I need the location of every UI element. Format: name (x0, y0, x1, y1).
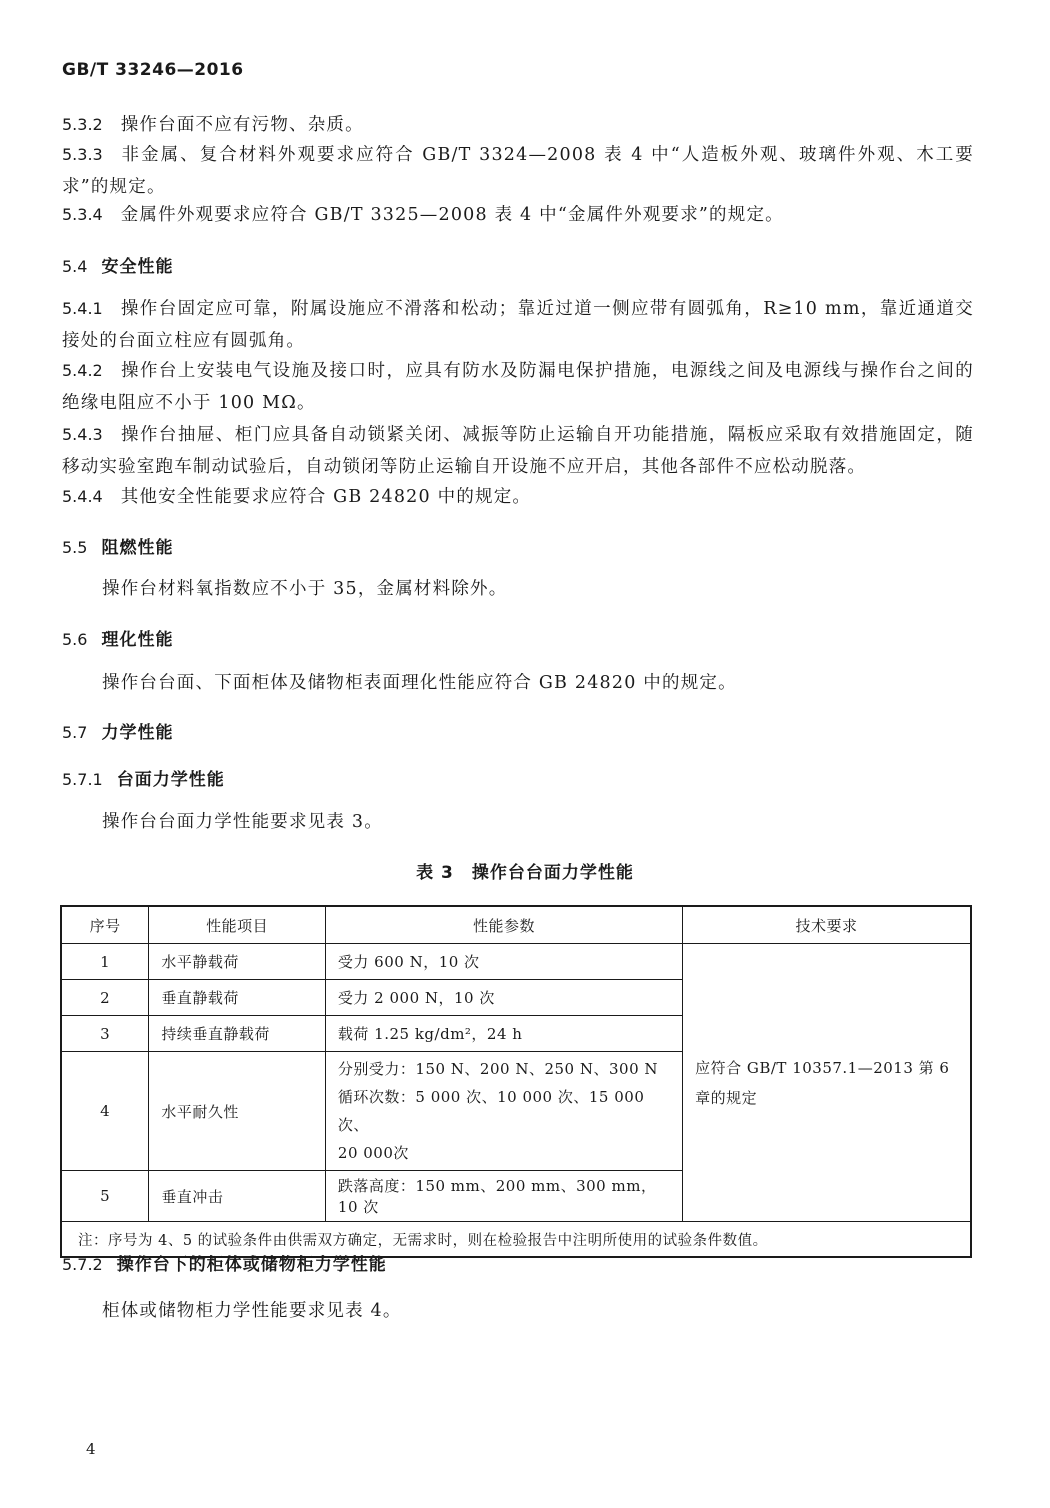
performance-param: 载荷 1.25 kg/dm²，24 h (325, 1016, 682, 1052)
performance-item: 水平静载荷 (149, 944, 326, 980)
clause-5-4-3 (62, 419, 974, 483)
technical-requirement: 应符合 GB/T 10357.1—2013 第 6 章的规定 (683, 944, 971, 1222)
clause-number: 5.4.2 (62, 361, 103, 380)
section-body-5-5: 操作台材料氧指数应不小于 35，金属材料除外。 (102, 579, 508, 599)
section-title: 操作台下的柜体或储物柜力学性能 (116, 1255, 387, 1275)
section-heading-5-4 (62, 252, 173, 277)
section-number: 5.7.2 (62, 1255, 103, 1274)
page-number: 4 (86, 1440, 96, 1458)
section-heading-5-7-1 (62, 765, 225, 790)
clause-text: 其他安全性能要求应符合 GB 24820 中的规定。 (120, 487, 532, 507)
performance-param (325, 1052, 682, 1171)
clause-number: 5.4.3 (62, 425, 103, 444)
clause-number: 5.3.2 (62, 115, 103, 134)
clause-number: 5.3.3 (62, 145, 103, 164)
clause-text: 操作台固定应可靠，附属设施应不滑落和松动；靠近过道一侧应带有圆弧角，R≥10 mm，靠近通道交接处的台面立柱应有圆弧角。 (62, 299, 974, 351)
clause-number: 5.4.4 (62, 487, 103, 506)
section-title: 理化性能 (101, 630, 174, 650)
param-line: 20 000次 (337, 1144, 409, 1162)
clause-text: 非金属、复合材料外观要求应符合 GB/T 3324—2008 表 4 中“人造板外观、玻璃件外观、木工要求”的规定。 (62, 145, 974, 197)
performance-item: 持续垂直静载荷 (149, 1016, 326, 1052)
section-number: 5.7 (62, 723, 88, 742)
table-header-row (61, 906, 971, 944)
section-heading-5-5 (62, 533, 173, 558)
section-heading-5-7-2 (62, 1250, 387, 1275)
clause-text: 操作台上安装电气设施及接口时，应具有防水及防漏电保护措施，电源线之间及电源线与操作台之间的绝缘电阻应不小于 100 MΩ。 (62, 361, 974, 413)
clause-number: 5.4.1 (62, 299, 103, 318)
clause-5-3-4 (62, 199, 974, 231)
param-line: 分别受力：150 N、200 N、250 N、300 N (337, 1060, 659, 1078)
section-heading-5-6 (62, 625, 173, 650)
section-title: 台面力学性能 (116, 770, 225, 790)
section-heading-5-7 (62, 718, 173, 743)
row-number: 1 (61, 944, 149, 980)
clause-5-4-2 (62, 355, 974, 419)
section-number: 5.5 (62, 538, 88, 557)
section-body-5-6: 操作台台面、下面柜体及储物柜表面理化性能应符合 GB 24820 中的规定。 (102, 673, 737, 693)
standard-code: GB/T 33246—2016 (62, 60, 244, 80)
clause-5-4-4 (62, 481, 974, 513)
table-row (61, 944, 971, 980)
clause-text: 操作台抽屉、柜门应具备自动锁紧关闭、减振等防止运输自开功能措施，隔板应采取有效措施固定，随移动实验室跑车制动试验后，自动锁闭等防止运输自开设施不应开启，其他各部件不应松动脱落。 (62, 425, 974, 477)
clause-5-3-2 (62, 109, 974, 141)
clause-text: 金属件外观要求应符合 GB/T 3325—2008 表 4 中“金属件外观要求”的规定。 (120, 205, 784, 225)
clause-number: 5.3.4 (62, 205, 103, 224)
table-3 (60, 905, 972, 1258)
header-cell: 性能项目 (149, 906, 326, 944)
performance-item: 水平耐久性 (149, 1052, 326, 1171)
clause-5-4-1 (62, 293, 974, 357)
section-number: 5.7.1 (62, 770, 103, 789)
row-number: 3 (61, 1016, 149, 1052)
section-title: 力学性能 (101, 723, 174, 743)
row-number: 2 (61, 980, 149, 1016)
header-cell: 性能参数 (325, 906, 682, 944)
performance-param: 受力 600 N，10 次 (325, 944, 682, 980)
section-body-5-7-1: 操作台台面力学性能要求见表 3。 (102, 812, 383, 832)
section-number: 5.6 (62, 630, 88, 649)
header-cell: 技术要求 (683, 906, 971, 944)
performance-item: 垂直冲击 (149, 1171, 326, 1222)
section-body-5-7-2: 柜体或储物柜力学性能要求见表 4。 (102, 1301, 402, 1321)
performance-item: 垂直静载荷 (149, 980, 326, 1016)
row-number: 5 (61, 1171, 149, 1222)
section-title: 阻燃性能 (101, 538, 174, 558)
table-caption: 表 3 操作台台面力学性能 (416, 863, 634, 883)
header-cell: 序号 (61, 906, 149, 944)
clause-text: 操作台面不应有污物、杂质。 (120, 115, 364, 135)
table-note: 注：序号为 4、5 的试验条件由供需双方确定，无需求时，则在检验报告中注明所使用的试验条件数值。 (61, 1222, 971, 1258)
clause-5-3-3 (62, 139, 974, 203)
param-line: 循环次数：5 000 次、10 000 次、15 000 次、 (337, 1088, 645, 1134)
row-number: 4 (61, 1052, 149, 1171)
section-number: 5.4 (62, 257, 88, 276)
performance-param: 受力 2 000 N，10 次 (325, 980, 682, 1016)
section-title: 安全性能 (101, 257, 174, 277)
performance-param: 跌落高度：150 mm、200 mm、300 mm，10 次 (325, 1171, 682, 1222)
